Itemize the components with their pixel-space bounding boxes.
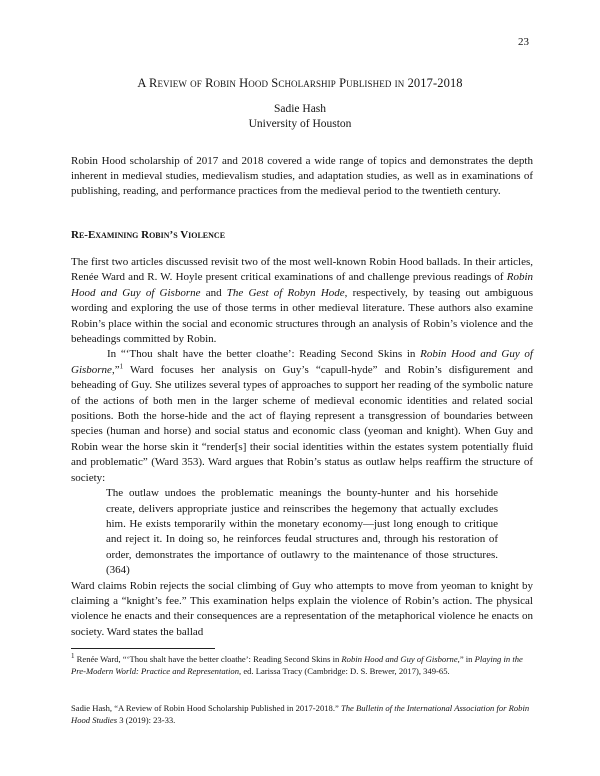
article-title: A Review of Robin Hood Scholarship Published in 2017-2018: [137, 76, 463, 90]
author-affiliation: University of Houston: [248, 118, 352, 130]
work-title-italic: Robin Hood and Guy of Gisborne: [71, 348, 533, 376]
footnote-1: [71, 654, 533, 678]
text-run: Renée Ward, “‘Thou shalt have the better cloathe’: Reading Second Skins in: [74, 654, 342, 664]
work-title-italic: Robin Hood and Guy of Gisborne: [71, 271, 533, 299]
author-name: Sadie Hash: [273, 103, 327, 115]
text-run: In “‘Thou shalt have the better cloathe’: Reading Second Skins in: [107, 348, 421, 361]
text-run: Sadie Hash, “A Review of Robin Hood Scholarship Published in 2017-2018.”: [71, 703, 341, 713]
text-run: , ed. Larissa Tracy (Cambridge: D. S. Brewer, 2017), 349-65.: [239, 665, 450, 676]
section-heading: Re-Examining Robin’s Violence: [71, 229, 226, 241]
text-run: 3 (2019): 23-33.: [117, 714, 176, 725]
text-run: The first two articles discussed revisit two of the most well-known Robin Hood ballads. In their articles, Renée Ward and R. W. Hoyle present critical examinations of and challenge previous readings of: [71, 256, 533, 284]
journal-title-italic: The Bulletin of the International Association for Robin Hood Studies: [71, 703, 530, 725]
abstract-paragraph: Robin Hood scholarship of 2017 and 2018 covered a wide range of topics and demonstrates the depth inherent in medieval studies, medievalism studies, and adaptation studies, as well as in examinations of publishing, reading, and performance practices from the medieval period to the twentieth century.: [71, 155, 533, 198]
article-body: [71, 255, 533, 640]
body-paragraph-1: [71, 255, 533, 347]
work-title-italic: Playing in the Pre-Modern World: Practice and Representation: [71, 654, 523, 676]
block-quote: The outlaw undoes the problematic meanings the bounty-hunter and his horsehide create, delivers appropriate justice and reinscribes the hegemony that actually excludes him. He exists temporarily within the monetary economy—just long enough to critique and reject it. In doing so, he reinforces feudal structures and, through his restoration of order, demonstrates the importance of outlawry to the maintenance of those structures. (364): [106, 487, 498, 577]
text-run: , respectively, by teasing out ambiguous wording and exploring the use of those terms in other medieval literature. These authors also examine Robin’s place within the social and economic structures through an analysis of Robin’s violence and the beheadings committed by Robin.: [71, 286, 533, 346]
work-title-italic: Robin Hood and Guy of Gisborne: [341, 654, 458, 664]
citation-footer: [71, 703, 533, 727]
page-number: 23: [518, 36, 529, 48]
work-title-italic: The Gest of Robyn Hode: [226, 286, 345, 299]
body-paragraph-2: [71, 347, 533, 486]
text-run: ,”: [111, 363, 120, 376]
text-run: Ward focuses her analysis on Guy’s “capull-hyde” and Robin’s disfigurement and beheading of Guy. She utilizes several types of approaches to support her reading of the symbolic nature of the actions of both men in the larger scheme of medieval economic identities and related social positions. Both the horse-hide and the act of flaying represent a transgression of boundaries between species (human and horse) and social status and economic class (yeoman and knight). When Guy and Robin wear the horse skin it “render[s] their social identities within the estates system potentially fluid and problematic” (Ward 353). Ward argues that Robin’s status as outlaw helps reaffirm the structure of society:: [71, 363, 533, 484]
footnote-number: 1: [71, 652, 75, 661]
footnote-divider: [71, 648, 215, 649]
body-paragraph-3: Ward claims Robin rejects the social climbing of Guy who attempts to move from yeoman to knight by claiming a “knight’s fee.” This examination helps explain the violence of Robin’s action. The physical violence he enacts and their consequences are a representation of the metaphorical violence he enacts on society. Ward states the ballad: [71, 579, 533, 638]
text-run: ,” in: [457, 654, 475, 664]
footnote-reference[interactable]: 1: [119, 362, 124, 371]
text-run: and: [200, 286, 227, 299]
